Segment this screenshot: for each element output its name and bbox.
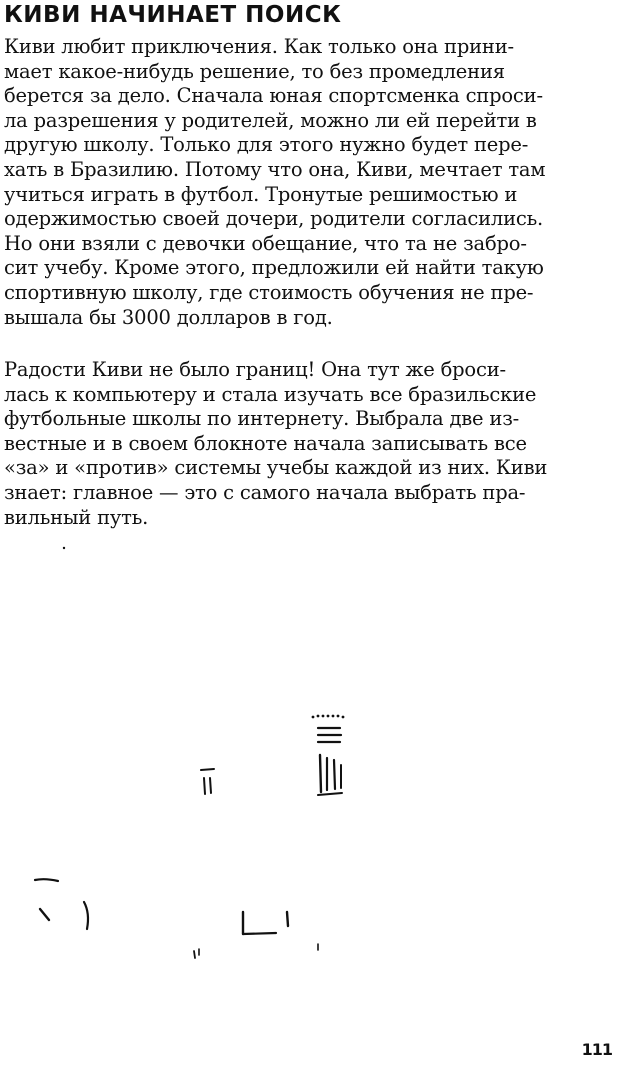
chapter-heading: КИВИ НАЧИНАЕТ ПОИСК bbox=[4, 2, 342, 28]
text-line: вестные и в своем блокноте начала записывать все bbox=[4, 431, 527, 455]
text-line: спортивную школу, где стоимость обучения не пре- bbox=[4, 280, 534, 304]
text-line: вышала бы 3000 долларов в год. bbox=[4, 305, 333, 329]
text-line: Но они взяли с девочки обещание, что та не забро- bbox=[4, 231, 527, 255]
text-line: одержимостью своей дочери, родители согласились. bbox=[4, 207, 544, 231]
text-line: хать в Бразилию. Потому что она, Киви, мечтает там bbox=[4, 157, 546, 181]
text-line: Киви любит приключения. Как только она прини- bbox=[4, 35, 514, 58]
text-line: мает какое-нибудь решение, то без промедления bbox=[4, 59, 505, 83]
text-line: берется за дело. Сначала юная спортсменка спроси- bbox=[4, 84, 543, 108]
paragraph-2 bbox=[4, 358, 560, 530]
page-number: 111 bbox=[581, 1040, 612, 1059]
text-line: ла разрешения у родителей, можно ли ей перейти в bbox=[4, 108, 537, 132]
text-line: «за» и «против» системы учебы каждой из них. Киви bbox=[4, 456, 548, 480]
text-line: другую школу. Только для этого нужно будет пере- bbox=[4, 133, 529, 157]
text-line: футбольные школы по интернету. Выбрала две из- bbox=[4, 407, 520, 431]
paragraph-1 bbox=[4, 35, 560, 330]
text-line: Радости Киви не было границ! Она тут же броси- bbox=[4, 358, 506, 381]
text-line: лась к компьютеру и стала изучать все бразильские bbox=[4, 382, 537, 406]
text-line: сит учебу. Кроме этого, предложили ей найти такую bbox=[4, 256, 544, 280]
text-line: знает: главное — это с самого начала выбрать пра- bbox=[4, 480, 526, 504]
text-line: вильный путь. bbox=[4, 505, 149, 529]
text-line: учиться играть в футбол. Тронутые решимостью и bbox=[4, 182, 518, 206]
